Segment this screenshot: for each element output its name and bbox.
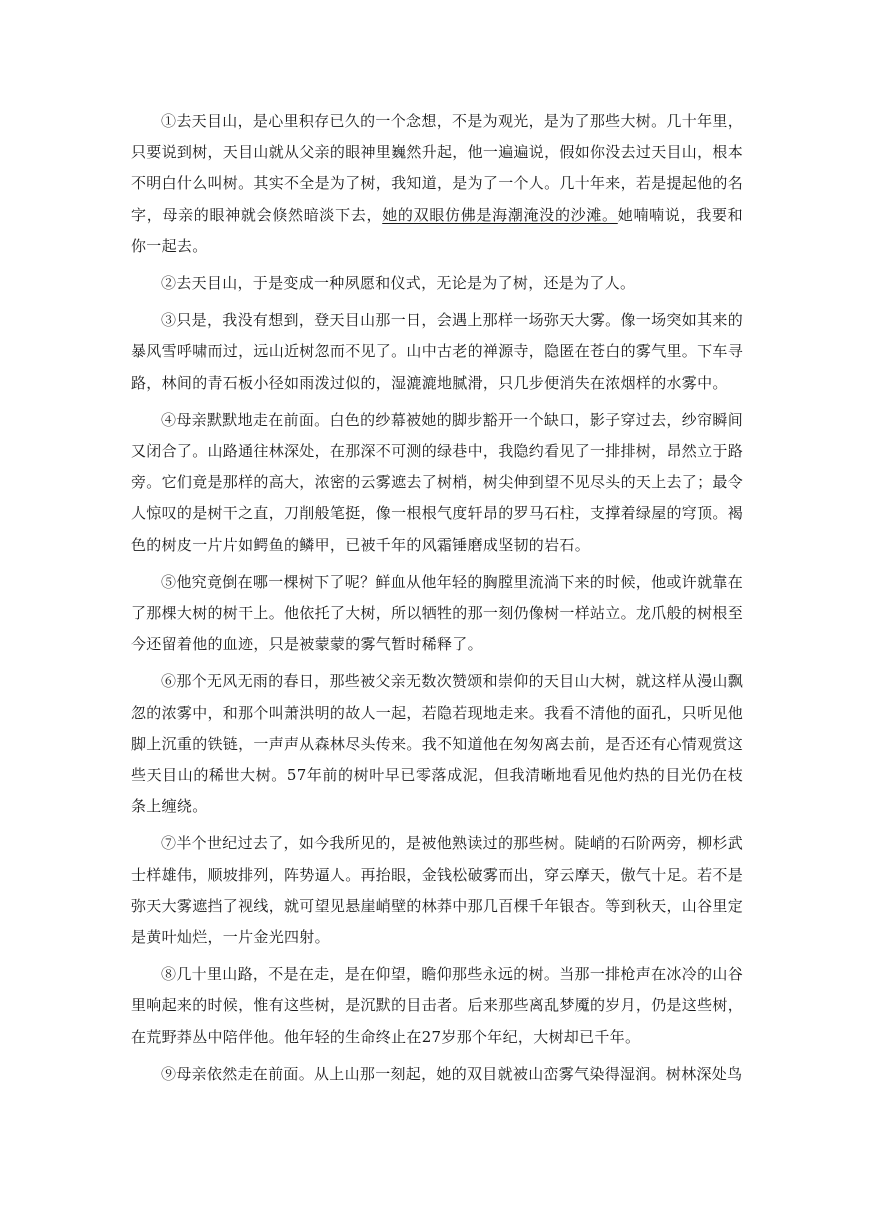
paragraph-3: ③只是，我没有想到，登天目山那一日，会遇上那样一场弥天大雾。像一场突如其来的暴风雪呼啸而过，远山近树忽而不见了。山中古老的禅源寺，隐匿在苍白的雾气里。下车寻路，林间的青石板小径如雨泼过似的，湿漉漉地腻滑，只几步便消失在浓烟样的水雾中。 — [131, 311, 744, 392]
paragraph-2: ②去天目山，于是变成一种夙愿和仪式，无论是为了树，还是为了人。 — [161, 274, 636, 293]
paragraph-4: ④母亲默默地走在前面。白色的纱幕被她的脚步豁开一个缺口，影子穿过去，纱帘瞬间又闭合了。山路通往林深处，在那深不可测的绿巷中，我隐约看见了一排排树，昂然立于路旁。它们竟是那样的高大，浓密的云雾遮去了树梢，树尖伸到望不见尽头的天上去了；最令人惊叹的是树干之直，刀削般笔挺，像一根根气度轩昂的罗马石柱，支撑着绿屋的穹顶。褐色的树皮一片片如鳄鱼的鳞甲，已被千年的风霜锤磨成坚韧的岩石。 — [131, 410, 744, 554]
paragraph-9: ⑨母亲依然走在前面。从上山那一刻起，她的双目就被山峦雾气染得湿润。树林深处鸟 — [161, 1064, 743, 1083]
paragraph-1-text-a: ①去天目山，是心里积存已久的一个念想，不是为观光，是为了那些大树。几十年里，只要说到树，天目山就从父亲的眼神里巍然升起，他一遍遍说，假如你没去过天目山，根本不明白什么叫树。其实不全是为了树，我知道，是为了一个人。几十年来，若是提起他的名字，母亲的眼神就会倏然暗淡下去， — [131, 112, 744, 224]
paragraph-7: ⑦半个世纪过去了，如今我所见的，是被他熟读过的那些树。陡峭的石阶两旁，柳杉武士样雄伟，顺坡排列，阵势逼人。再抬眼，金钱松破雾而出，穿云摩天，傲气十足。若不是弥天大雾遮挡了视线，就可望见悬崖峭壁的林莽中那几百棵千年银杏。等到秋天，山谷里定是黄叶灿烂，一片金光四射。 — [131, 834, 744, 947]
underlined-sentence: 她的双眼仿佛是海潮淹没的沙滩。 — [382, 205, 618, 224]
paragraph-1 — [131, 106, 743, 262]
paragraph-5: ⑤他究竟倒在哪一棵树下了呢？鲜血从他年轻的胸膛里流淌下来的时候，他或许就靠在了那棵大树的树干上。他依托了大树，所以牺牲的那一刻仍像树一样站立。龙爪般的树根至今还留着他的血迹，只是被蒙蒙的雾气暂时稀释了。 — [131, 572, 744, 654]
paragraph-8: ⑧几十里山路，不是在走，是在仰望，瞻仰那些永远的树。当那一排枪声在冰冷的山谷里响起来的时候，惟有这些树，是沉默的目击者。后来那些离乱梦魇的岁月，仍是这些树，在荒野莽丛中陪伴他。他年轻的生命终止在27岁那个年纪，大树却已千年。 — [131, 965, 744, 1046]
document-body — [131, 106, 743, 1096]
paragraph-6: ⑥那个无风无雨的春日，那些被父亲无数次赞颂和崇仰的天目山大树，就这样从漫山飘忽的浓雾中，和那个叫萧洪明的故人一起，若隐若现地走来。我看不清他的面孔，只听见他脚上沉重的铁链，一声声从森林尽头传来。我不知道他在匆匆离去前，是否还有心情观赏这些天目山的稀世大树。57年前的树叶早已零落成泥，但我清晰地看见他灼热的目光仍在枝条上缠绕。 — [131, 672, 744, 816]
paragraph-1-text-b: 她喃喃说，我要和你一起去。 — [131, 205, 743, 255]
